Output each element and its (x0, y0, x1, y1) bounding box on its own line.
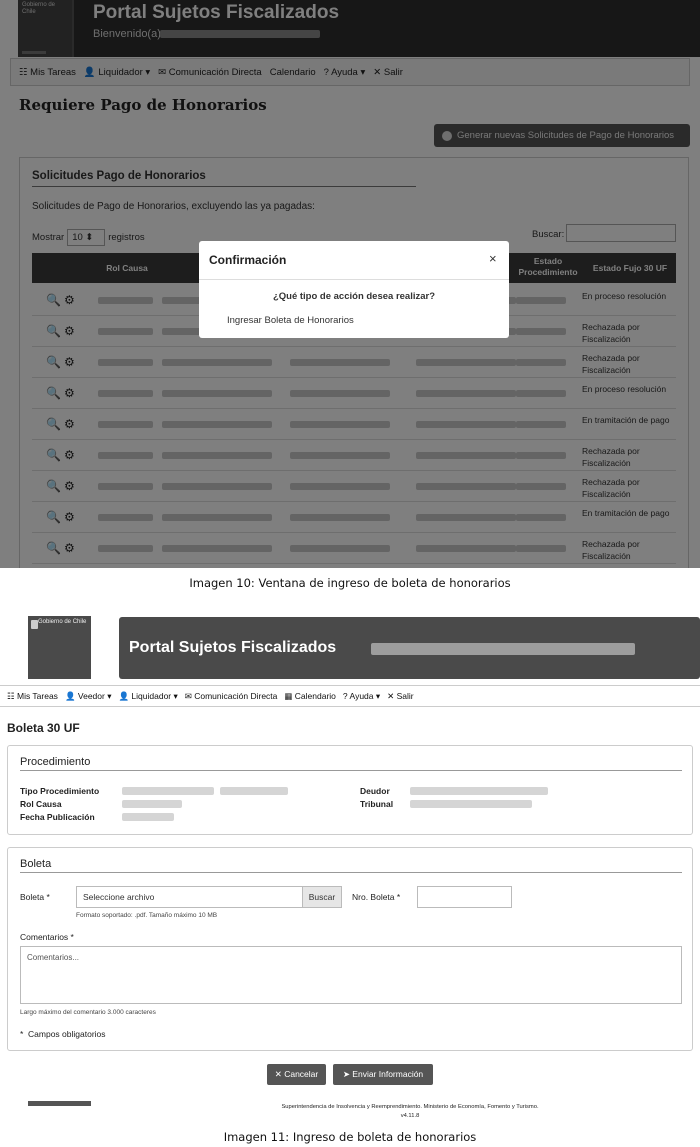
coat-of-arms-icon (31, 620, 38, 629)
ingresar-boleta-link[interactable]: Ingresar Boleta de Honorarios (227, 315, 354, 326)
main-nav (0, 685, 700, 707)
gov-logo-text: Gobierno de Chile (38, 619, 87, 625)
nro-boleta-label: Nro. Boleta * (352, 892, 401, 902)
required-note: * Campos obligatorios (20, 1029, 106, 1039)
confirmation-modal (199, 241, 509, 338)
procedimiento-panel (7, 745, 693, 835)
procedimiento-title: Procedimiento (20, 756, 91, 768)
nav-veedor[interactable]: 👤 Veedor ▾ (64, 690, 112, 701)
close-icon[interactable]: × (489, 251, 497, 266)
nav-salir[interactable]: ✕ Salir (387, 690, 414, 701)
footer-version: v4.11.8 (400, 1113, 420, 1119)
caption-imagen-11: Imagen 11: Ingreso de boleta de honorarios (223, 1130, 477, 1144)
fecha-publicacion-label: Fecha Publicación (20, 812, 95, 822)
header-bar (119, 617, 700, 679)
redacted-value (410, 787, 548, 795)
tribunal-label: Tribunal (360, 799, 394, 809)
page-title: Boleta 30 UF (7, 721, 80, 735)
redacted-value (220, 787, 288, 795)
boleta-label: Boleta * (20, 892, 50, 902)
browse-button[interactable]: Buscar (302, 886, 342, 908)
boleta-title: Boleta (20, 858, 52, 870)
redacted-user (371, 643, 635, 655)
redacted-value (122, 787, 214, 795)
deudor-label: Deudor (360, 786, 390, 796)
portal-title: Portal Sujetos Fiscalizados (129, 639, 337, 656)
modal-question: ¿Qué tipo de acción desea realizar? (272, 291, 436, 302)
redacted-value (122, 800, 182, 808)
nro-boleta-input[interactable] (417, 886, 512, 908)
redacted-value (410, 800, 532, 808)
footer-logo-stripe (28, 1101, 91, 1106)
caption-imagen-10: Imagen 10: Ventana de ingreso de boleta de honorarios (189, 576, 511, 590)
screenshot-confirmation-modal (0, 0, 700, 568)
modal-divider (199, 279, 509, 280)
max-length-note: Largo máximo del comentario 3.000 caracteres (20, 1009, 156, 1016)
screenshot-boleta-form (0, 603, 700, 1123)
gov-logo (28, 616, 91, 679)
modal-title: Confirmación (209, 253, 287, 267)
comentarios-label: Comentarios * (20, 932, 74, 942)
nav-liquidador[interactable]: 👤 Liquidador ▾ (118, 690, 178, 701)
file-input[interactable]: Seleccione archivo (76, 886, 338, 908)
redacted-value (122, 813, 174, 821)
nav-comunicacion[interactable]: ✉ Comunicación Directa (184, 690, 278, 701)
nav-calendario[interactable]: ▦ Calendario (284, 690, 336, 701)
cancel-button[interactable]: ✕ Cancelar (267, 1064, 326, 1085)
send-button[interactable]: ➤ Enviar Información (333, 1064, 433, 1085)
panel-divider (20, 770, 682, 771)
format-note: Formato soportado: .pdf. Tamaño máximo 10 MB (76, 912, 218, 919)
boleta-panel (7, 847, 693, 1051)
panel-divider (20, 872, 682, 873)
nav-ayuda[interactable]: ? Ayuda ▾ (342, 690, 381, 701)
nav-mis-tareas[interactable]: ☷ Mis Tareas (7, 690, 58, 701)
tipo-procedimiento-label: Tipo Procedimiento (20, 786, 100, 796)
rol-causa-label: Rol Causa (20, 799, 62, 809)
footer-org: Superintendencia de Insolvencia y Reemprendimiento. Ministerio de Economía, Fomento y Turismo. (281, 1104, 539, 1110)
comentarios-textarea[interactable]: Comentarios... (20, 946, 682, 1004)
footer (200, 1103, 620, 1121)
